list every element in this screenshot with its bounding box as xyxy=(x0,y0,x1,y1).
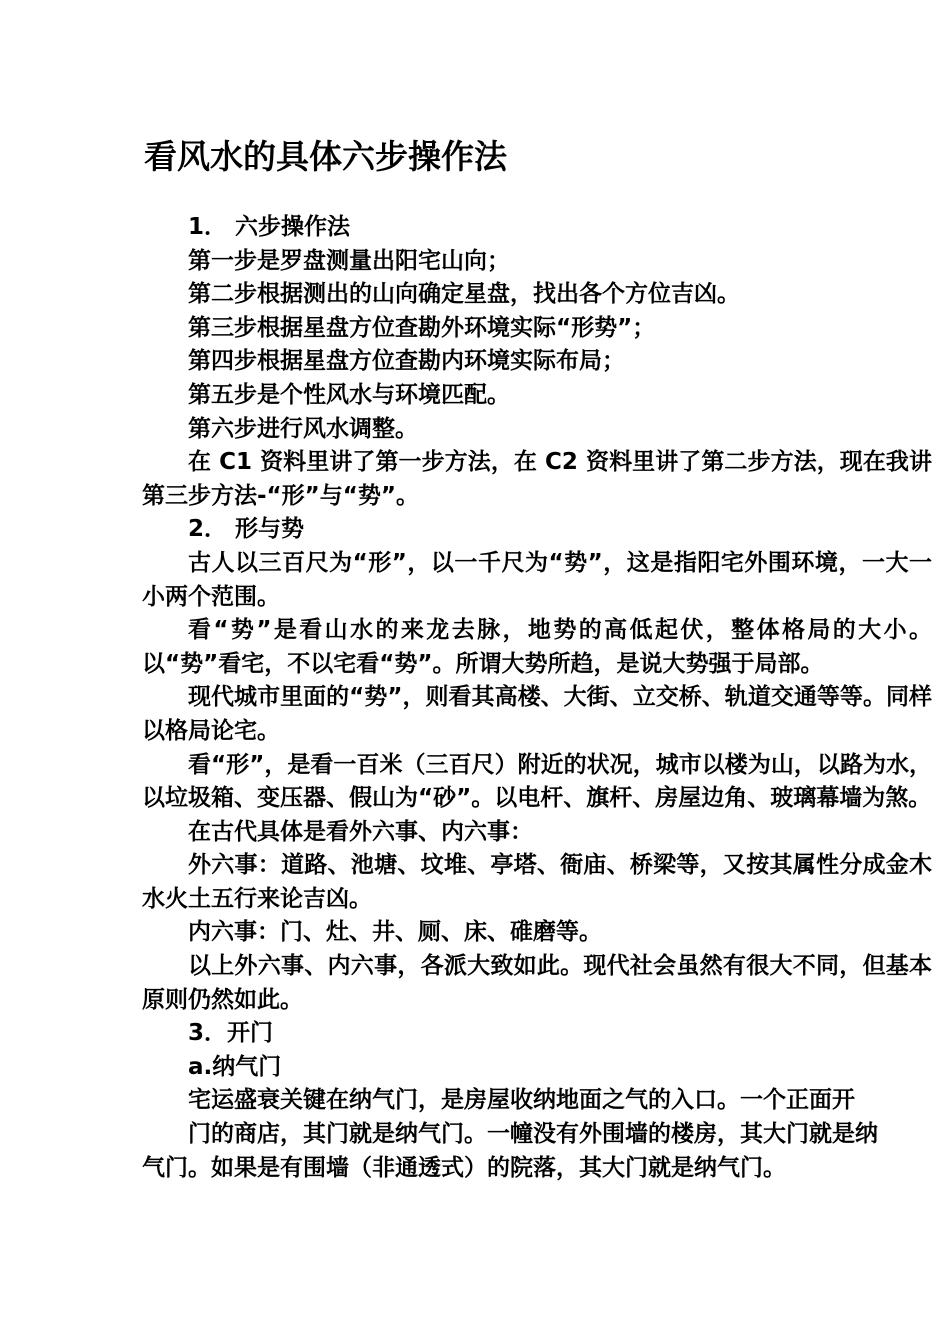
step-1: 第一步是罗盘测量出阳宅山向； xyxy=(188,247,510,274)
section2-paragraph: 看“势”是看山水的来龙去脉，地势的高低起伏，整体格局的大小。以“势”看宅，不以宅看“势”。所谓大势所趋，是说大势强于局部。 xyxy=(142,617,932,677)
step-6: 第六步进行风水调整。 xyxy=(188,415,418,442)
section3-heading: 3．开门 xyxy=(188,1020,274,1047)
section3-line: 门的商店，其门就是纳气门。一幢没有外围墙的楼房，其大门就是纳 xyxy=(188,1121,878,1148)
section3-line: 宅运盛衰关键在纳气门，是房屋收纳地面之气的入口。一个正面开 xyxy=(188,1087,855,1114)
section1-heading: 1． 六步操作法 xyxy=(188,214,351,240)
section2-paragraph: 看“形”，是看一百米（三百尺）附近的状况，城市以楼为山，以路为水，以垃圾箱、变压器、假山为“砂”。以电杆、旗杆、房屋边角、玻璃幕墙为煞。 xyxy=(142,751,932,812)
step-5: 第五步是个性风水与环境匹配。 xyxy=(188,381,510,408)
section2-paragraph: 现代城市里面的“势”，则看其高楼、大街、立交桥、轨道交通等等。同样以格局论宅。 xyxy=(142,684,932,744)
step-2: 第二步根据测出的山向确定星盘，找出各个方位吉凶。 xyxy=(188,281,740,308)
step-3: 第三步根据星盘方位查勘外环境实际“形势”； xyxy=(188,314,656,341)
section2-paragraph: 外六事：道路、池塘、坟堆、亭塔、衙庙、桥梁等，又按其属性分成金木水火土五行来论吉凶。 xyxy=(142,852,932,912)
section1-note: 在 C1 资料里讲了第一步方法，在 C2 资料里讲了第二步方法，现在我讲第三步方法-“形”与“势”。 xyxy=(142,449,932,509)
document-title: 看风水的具体六步操作法 xyxy=(144,137,507,176)
section2-heading: 2． 形与势 xyxy=(188,516,305,543)
document-body xyxy=(142,211,932,1185)
section3-paragraph xyxy=(142,1084,932,1185)
section3-line: 气门。如果是有围墙（非通透式）的院落，其大门就是纳气门。 xyxy=(142,1154,786,1181)
section2-paragraph: 古人以三百尺为“形”，以一千尺为“势”，这是指阳宅外围环境，一大一小两个范围。 xyxy=(142,549,932,610)
section2-paragraph: 以上外六事、内六事，各派大致如此。现代社会虽然有很大不同，但基本原则仍然如此。 xyxy=(142,953,932,1013)
section3-subheading: a.纳气门 xyxy=(188,1053,282,1080)
step-4: 第四步根据星盘方位查勘内环境实际布局； xyxy=(188,348,625,375)
section2-paragraph: 内六事：门、灶、井、厕、床、碓磨等。 xyxy=(188,919,602,946)
section2-paragraph: 在古代具体是看外六事、内六事： xyxy=(188,818,533,845)
